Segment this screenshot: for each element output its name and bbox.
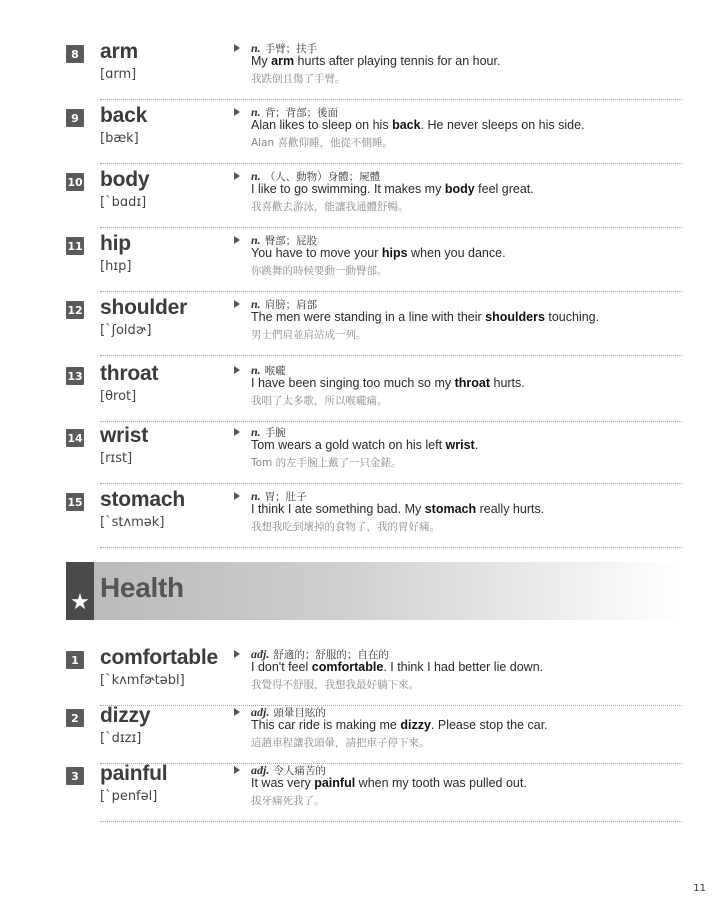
sentence-before: You have to move your	[251, 246, 382, 260]
entry-word: comfortable	[100, 646, 218, 669]
entry-word: arm	[100, 40, 138, 63]
divider	[100, 163, 682, 164]
entry-phonetic: [ˋdɪzɪ]	[100, 731, 142, 746]
sentence-before: I don't feel	[251, 660, 312, 674]
sentence-before: My	[251, 54, 272, 68]
vocab-entry	[66, 646, 682, 706]
entry-word: painful	[100, 762, 168, 785]
entry-word: back	[100, 104, 148, 127]
divider	[100, 421, 682, 422]
entry-number-badge: 8	[66, 45, 84, 63]
entry-phonetic: [ˋʃoldɚ]	[100, 323, 152, 338]
sentence-before: I have been singing too much so my	[251, 376, 455, 390]
sentence-keyword: stomach	[424, 502, 477, 516]
definition-chinese: 頭暈目眩的	[273, 707, 326, 719]
part-of-speech: adj.	[251, 705, 270, 719]
play-arrow-icon	[234, 366, 240, 374]
sentence-after: when you dance.	[407, 246, 506, 260]
sentence-keyword: back	[392, 118, 421, 132]
entry-phonetic: [ɑrm]	[100, 67, 137, 82]
entry-word: wrist	[100, 424, 149, 447]
entry-phonetic: [ˋpenfəl]	[100, 789, 158, 804]
sentence-keyword: arm	[271, 54, 295, 68]
entry-number-badge: 12	[66, 301, 84, 319]
sentence-before: Alan likes to sleep on his	[251, 118, 393, 132]
vocab-entry	[66, 704, 682, 764]
sentence-after: feel great.	[474, 182, 534, 196]
sentence-translation: 這趟車程讓我頭暈，請把車子停下來。	[251, 737, 430, 749]
definition-chinese: 手臂；扶手	[264, 43, 318, 55]
play-arrow-icon	[234, 108, 240, 116]
definition-chinese: 胃；肚子	[264, 491, 307, 503]
example-sentence	[251, 438, 478, 452]
sentence-keyword: dizzy	[400, 718, 431, 732]
play-arrow-icon	[234, 44, 240, 52]
sentence-translation: 我喜歡去游泳，能讓我通體舒暢。	[251, 201, 409, 213]
sentence-before: It was very	[251, 776, 315, 790]
entry-phonetic: [ˋbɑdɪ]	[100, 195, 147, 210]
definition-chinese: 肩膀；肩部	[264, 299, 318, 311]
example-sentence	[251, 376, 525, 390]
vocab-entry	[66, 424, 682, 484]
sentence-keyword: comfortable	[311, 660, 384, 674]
entry-phonetic: [ˋkʌmfɚtəbl]	[100, 673, 185, 688]
entry-number-badge: 9	[66, 109, 84, 127]
play-arrow-icon	[234, 236, 240, 244]
entry-phonetic: [rɪst]	[100, 451, 133, 466]
section-title: Health	[100, 572, 184, 603]
part-of-speech: n.	[251, 489, 261, 503]
star-icon: ★	[70, 590, 90, 615]
sentence-translation: Alan 喜歡仰睡，他從不側睡。	[251, 137, 394, 149]
part-of-speech: n.	[251, 169, 261, 183]
sentence-after: when my tooth was pulled out.	[355, 776, 527, 790]
example-sentence	[251, 502, 544, 516]
sentence-keyword: body	[444, 182, 475, 196]
entry-phonetic: [θrot]	[100, 389, 137, 404]
sentence-translation: 男士們肩並肩站成一列。	[251, 329, 367, 341]
example-sentence	[251, 660, 543, 674]
example-sentence	[251, 246, 506, 260]
part-of-speech: n.	[251, 41, 261, 55]
sentence-translation: Tom 的左手腕上戴了一只金錶。	[251, 457, 402, 469]
part-of-speech: n.	[251, 425, 261, 439]
part-of-speech: n.	[251, 105, 261, 119]
example-sentence	[251, 182, 534, 196]
entry-number-badge: 13	[66, 367, 84, 385]
vocab-entry	[66, 362, 682, 422]
definition-chinese: 喉嚨	[264, 365, 286, 377]
play-arrow-icon	[234, 428, 240, 436]
sentence-keyword: wrist	[445, 438, 475, 452]
vocab-entry	[66, 296, 682, 356]
example-sentence	[251, 776, 527, 790]
vocab-entry	[66, 232, 682, 292]
sentence-after: . Please stop the car.	[430, 718, 548, 732]
sentence-after: hurts after playing tennis for an hour.	[294, 54, 501, 68]
definition-chinese: 手腕	[264, 427, 286, 439]
vocab-entry	[66, 104, 682, 164]
definition-chinese: （人、動物）身體；屍體	[264, 171, 381, 183]
entry-number-badge: 15	[66, 493, 84, 511]
sentence-after: really hurts.	[476, 502, 545, 516]
sentence-keyword: shoulders	[485, 310, 545, 324]
divider	[100, 355, 682, 356]
sentence-translation: 我想我吃到壞掉的食物了，我的胃好痛。	[251, 521, 440, 533]
vocab-entry	[66, 168, 682, 228]
example-sentence	[251, 718, 548, 732]
divider	[100, 821, 682, 822]
example-sentence	[251, 310, 599, 324]
sentence-after: hurts.	[490, 376, 525, 390]
entry-phonetic: [ˋstʌmək]	[100, 515, 165, 530]
divider	[100, 227, 682, 228]
sentence-translation: 拔牙痛死我了。	[251, 795, 325, 807]
sentence-after: .	[474, 438, 479, 452]
sentence-after: . He never sleeps on his side.	[420, 118, 585, 132]
sentence-translation: 我唱了太多歌，所以喉嚨痛。	[251, 395, 388, 407]
page-number: 11	[693, 883, 706, 894]
sentence-translation: 你跳舞的時候要動一動臀部。	[251, 265, 388, 277]
definition-chinese: 背；背部；後面	[264, 107, 339, 119]
entry-number-badge: 1	[66, 651, 84, 669]
vocab-entry	[66, 488, 682, 548]
part-of-speech: n.	[251, 233, 261, 247]
entry-word: shoulder	[100, 296, 188, 319]
sentence-after: . I think I had better lie down.	[383, 660, 544, 674]
entry-number-badge: 3	[66, 767, 84, 785]
definition-chinese: 舒適的；舒服的；自在的	[273, 649, 389, 661]
definition-chinese: 臀部；屁股	[264, 235, 318, 247]
play-arrow-icon	[234, 492, 240, 500]
play-arrow-icon	[234, 300, 240, 308]
sentence-keyword: throat	[454, 376, 491, 390]
play-arrow-icon	[234, 650, 240, 658]
entry-phonetic: [hɪp]	[100, 259, 132, 274]
section-banner-health	[66, 562, 686, 620]
divider	[100, 99, 682, 100]
sentence-after: touching.	[544, 310, 600, 324]
sentence-before: The men were standing in a line with their	[251, 310, 486, 324]
sentence-keyword: painful	[314, 776, 356, 790]
entry-word: body	[100, 168, 150, 191]
entry-word: stomach	[100, 488, 185, 511]
part-of-speech: adj.	[251, 763, 270, 777]
part-of-speech: n.	[251, 363, 261, 377]
vocab-entry	[66, 762, 682, 822]
entry-word: dizzy	[100, 704, 151, 727]
sentence-translation: 我跌倒且傷了手臂。	[251, 73, 346, 85]
divider	[100, 291, 682, 292]
part-of-speech: adj.	[251, 647, 270, 661]
entry-number-badge: 14	[66, 429, 84, 447]
sentence-before: Tom wears a gold watch on his left	[251, 438, 446, 452]
play-arrow-icon	[234, 766, 240, 774]
sentence-keyword: hips	[381, 246, 408, 260]
play-arrow-icon	[234, 172, 240, 180]
entry-phonetic: [bæk]	[100, 131, 139, 146]
entry-word: hip	[100, 232, 131, 255]
entry-number-badge: 11	[66, 237, 84, 255]
entry-number-badge: 10	[66, 173, 84, 191]
example-sentence	[251, 118, 585, 132]
entry-number-badge: 2	[66, 709, 84, 727]
definition-chinese: 令人痛苦的	[273, 765, 326, 777]
vocab-entry	[66, 40, 682, 100]
divider	[100, 483, 682, 484]
example-sentence	[251, 54, 500, 68]
play-arrow-icon	[234, 708, 240, 716]
sentence-before: I like to go swimming. It makes my	[251, 182, 445, 196]
sentence-before: I think I ate something bad. My	[251, 502, 425, 516]
divider	[100, 547, 682, 548]
part-of-speech: n.	[251, 297, 261, 311]
sentence-before: This car ride is making me	[251, 718, 401, 732]
sentence-translation: 我覺得不舒服，我想我最好躺下來。	[251, 679, 419, 691]
entry-word: throat	[100, 362, 159, 385]
